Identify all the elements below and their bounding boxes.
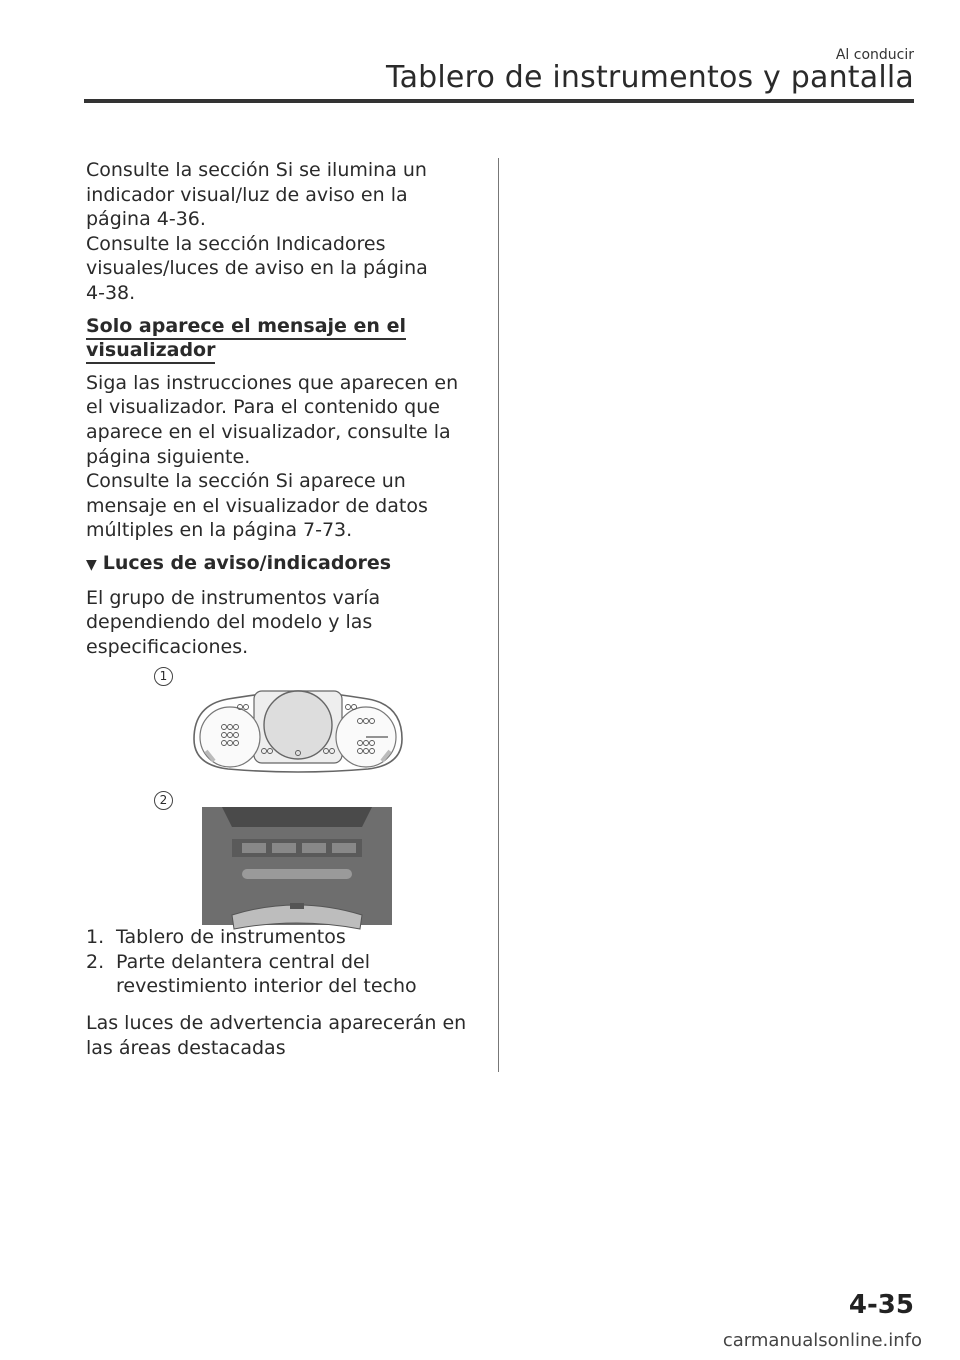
list-item-text: revestimiento interior del techo — [116, 975, 417, 998]
paragraph-references — [86, 158, 486, 306]
text-line: las áreas destacadas — [86, 1036, 286, 1059]
text-line: Consulte la sección Si aparece un — [86, 470, 406, 493]
subheading-line: Solo aparece el mensaje en el — [86, 315, 406, 340]
section-heading-text: Luces de aviso/indicadores — [102, 551, 392, 574]
paragraph-cluster-varies — [86, 586, 486, 660]
text-line: página siguiente. — [86, 445, 251, 468]
list-item — [86, 925, 486, 950]
paragraph-highlighted-areas — [86, 1011, 486, 1060]
text-line: El grupo de instrumentos varía — [86, 586, 381, 609]
page-title: Tablero de instrumentos y pantalla — [386, 60, 914, 95]
header-section-label: Al conducir — [835, 47, 914, 63]
subheading-message-only — [86, 314, 486, 363]
figure-warning-light-locations — [86, 665, 486, 925]
text-line: Consulte la sección Si se ilumina un — [86, 159, 427, 181]
triangle-down-icon: ▼ — [86, 556, 97, 573]
callout-2: 2 — [154, 791, 173, 810]
list-item-text: Tablero de instrumentos — [116, 926, 346, 949]
text-line: Consulte la sección Indicadores — [86, 232, 386, 255]
callout-1: 1 — [154, 667, 173, 686]
text-line: visuales/luces de aviso en la página — [86, 257, 428, 280]
text-line: el visualizador. Para el contenido que — [86, 396, 440, 419]
header-rule — [84, 99, 914, 103]
text-line: aparece en el visualizador, consulte la — [86, 420, 451, 443]
text-line: página 4-36. — [86, 208, 206, 231]
text-line: mensaje en el visualizador de datos — [86, 494, 428, 517]
page-number: 4-35 — [848, 1290, 914, 1320]
paragraph-instructions — [86, 371, 486, 543]
text-line: Siga las instrucciones que aparecen en — [86, 371, 459, 394]
subheading-line: visualizador — [86, 339, 215, 364]
overhead-console-illustration — [202, 807, 392, 937]
text-line: 4-38. — [86, 281, 136, 304]
watermark: carmanualsonline.info — [722, 1330, 922, 1351]
text-column — [86, 158, 486, 1060]
text-line: especificaciones. — [86, 635, 249, 658]
list-item — [86, 950, 486, 999]
figure-legend-list — [86, 925, 486, 999]
list-item-number: 1. — [86, 926, 105, 949]
text-line: dependiendo del modelo y las — [86, 611, 373, 634]
text-line: indicador visual/luz de aviso en la — [86, 183, 408, 206]
text-line: Las luces de advertencia aparecerán en — [86, 1012, 467, 1035]
vertical-divider — [498, 158, 499, 1072]
list-item-text: Parte delantera central del — [116, 950, 371, 973]
list-item-number: 2. — [86, 950, 105, 973]
section-heading — [86, 551, 486, 578]
text-line: múltiples en la página 7-73. — [86, 519, 353, 542]
instrument-cluster-illustration — [188, 677, 408, 777]
